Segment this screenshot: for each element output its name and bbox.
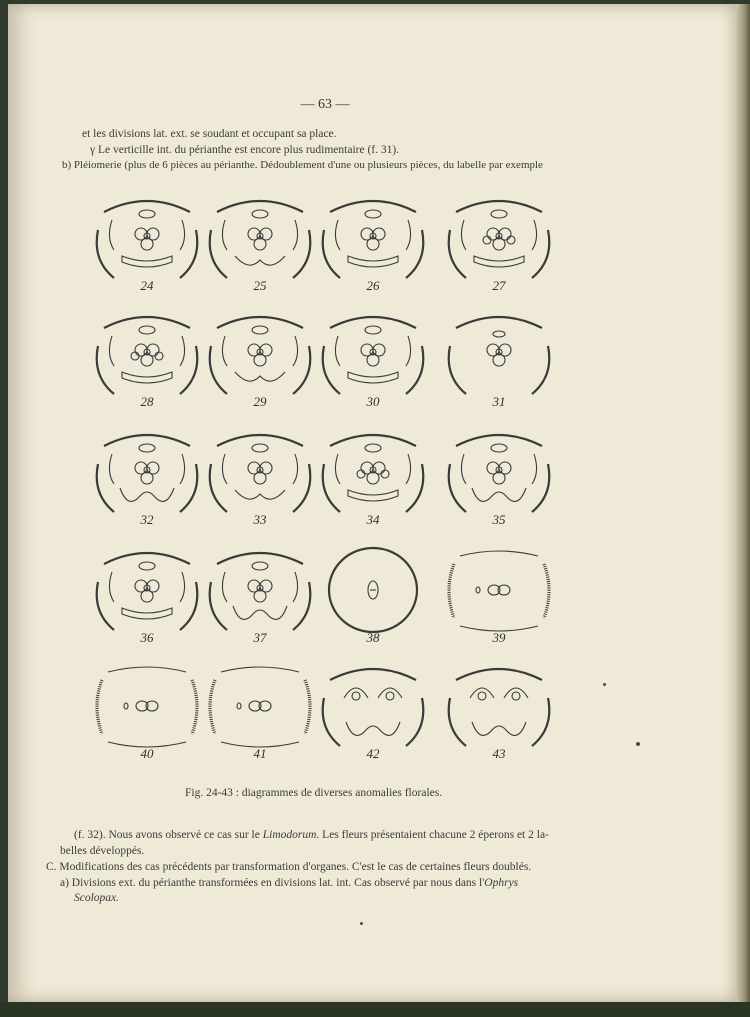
p1-genus: Limodorum xyxy=(262,829,317,841)
intro-line-1: et les divisions lat. ext. se soudant et occupant sa place. xyxy=(82,128,337,140)
figure-number: 40 xyxy=(140,746,154,761)
floral-diagram-drawing xyxy=(92,424,202,524)
floral-diagram xyxy=(92,658,212,776)
figure-number: 43 xyxy=(492,746,506,761)
ink-spot xyxy=(360,922,363,925)
figure-number: 25 xyxy=(253,278,267,293)
floral-diagram-drawing xyxy=(318,190,428,290)
intro-line-3: b) Pléiomerie (plus de 6 pièces au périanthe. Dédoublement d'une ou plusieurs pièces, du labelle par exemple xyxy=(62,159,543,171)
figure-number: 30 xyxy=(366,394,380,409)
floral-diagram-drawing xyxy=(92,658,202,758)
floral-diagram xyxy=(205,424,325,542)
figure-number: 27 xyxy=(492,278,506,293)
floral-diagram-drawing xyxy=(205,658,315,758)
figure-number: 34 xyxy=(366,512,380,527)
floral-diagram-drawing xyxy=(92,190,202,290)
floral-diagram-drawing xyxy=(318,424,428,524)
floral-diagram xyxy=(318,542,438,660)
figure-number: 36 xyxy=(140,630,154,645)
figure-number: 39 xyxy=(492,630,506,645)
floral-diagram-drawing xyxy=(205,542,315,642)
p1-text-a: (f. 32). Nous avons observé ce cas sur le xyxy=(74,829,263,841)
floral-diagram xyxy=(92,542,212,660)
caption-text: : diagrammes de diverses anomalies florales. xyxy=(232,787,443,799)
floral-diagram xyxy=(444,658,564,776)
floral-diagram xyxy=(444,306,564,424)
page-number: — 63 — xyxy=(300,97,350,112)
floral-diagram xyxy=(205,542,325,660)
floral-diagram xyxy=(318,306,438,424)
p3-genus: Ophrys xyxy=(484,877,519,889)
floral-diagram xyxy=(318,658,438,776)
floral-diagram-drawing xyxy=(444,658,554,758)
figure-number: 24 xyxy=(140,278,154,293)
figure-caption xyxy=(185,787,442,799)
floral-diagram xyxy=(205,306,325,424)
floral-diagram-drawing xyxy=(444,424,554,524)
floral-diagram-drawing xyxy=(318,542,428,642)
book-cover-edge xyxy=(0,1002,750,1017)
floral-diagram-drawing xyxy=(318,306,428,406)
ink-spot xyxy=(603,683,606,686)
floral-diagram-drawing xyxy=(444,542,554,642)
page-edge xyxy=(736,4,750,1002)
floral-diagram xyxy=(205,190,325,308)
floral-diagram xyxy=(444,424,564,542)
floral-diagram xyxy=(318,424,438,542)
p1-text-b: . Les fleurs présentaient chacune 2 éperons et 2 la- xyxy=(316,829,549,841)
figure-number: 31 xyxy=(492,394,506,409)
floral-diagram xyxy=(92,190,212,308)
figure-number: 33 xyxy=(253,512,267,527)
figure-number: 38 xyxy=(366,630,380,645)
body-paragraph-3-cont: Scolopax. xyxy=(74,892,120,904)
floral-diagram xyxy=(205,658,325,776)
figure-number: 26 xyxy=(366,278,380,293)
caption-fig-ref: Fig. 24-43 xyxy=(185,787,233,799)
ink-spot xyxy=(636,742,640,746)
floral-diagram xyxy=(92,424,212,542)
floral-diagram-drawing xyxy=(444,190,554,290)
floral-diagram xyxy=(444,190,564,308)
floral-diagram xyxy=(444,542,564,660)
floral-diagram-drawing xyxy=(444,306,554,406)
p3-text-a: a) Divisions ext. du périanthe transformées en divisions lat. int. Cas observé par nous dans l' xyxy=(60,877,485,889)
figure-number: 42 xyxy=(366,746,380,761)
figure-number: 29 xyxy=(253,394,267,409)
body-paragraph-1-cont: belles développés. xyxy=(60,845,145,857)
body-paragraph-2: C. Modifications des cas précédents par transformation d'organes. C'est le cas de certaines fleurs doublés. xyxy=(46,861,532,873)
floral-diagram xyxy=(318,190,438,308)
floral-diagram-drawing xyxy=(205,306,315,406)
figure-number: 37 xyxy=(253,630,267,645)
body-paragraph-3 xyxy=(60,877,518,889)
figure-number: 41 xyxy=(253,746,267,761)
floral-diagram-drawing xyxy=(92,306,202,406)
floral-diagram-drawing xyxy=(92,542,202,642)
floral-diagram-drawing xyxy=(205,424,315,524)
floral-diagram-drawing xyxy=(318,658,428,758)
floral-diagram-drawing xyxy=(205,190,315,290)
body-paragraph-1 xyxy=(74,829,549,841)
figure-number: 28 xyxy=(140,394,154,409)
intro-line-2: γ Le verticille int. du périanthe est encore plus rudimentaire (f. 31). xyxy=(90,144,400,156)
floral-diagram xyxy=(92,306,212,424)
figure-number: 35 xyxy=(492,512,506,527)
figure-number: 32 xyxy=(140,512,154,527)
